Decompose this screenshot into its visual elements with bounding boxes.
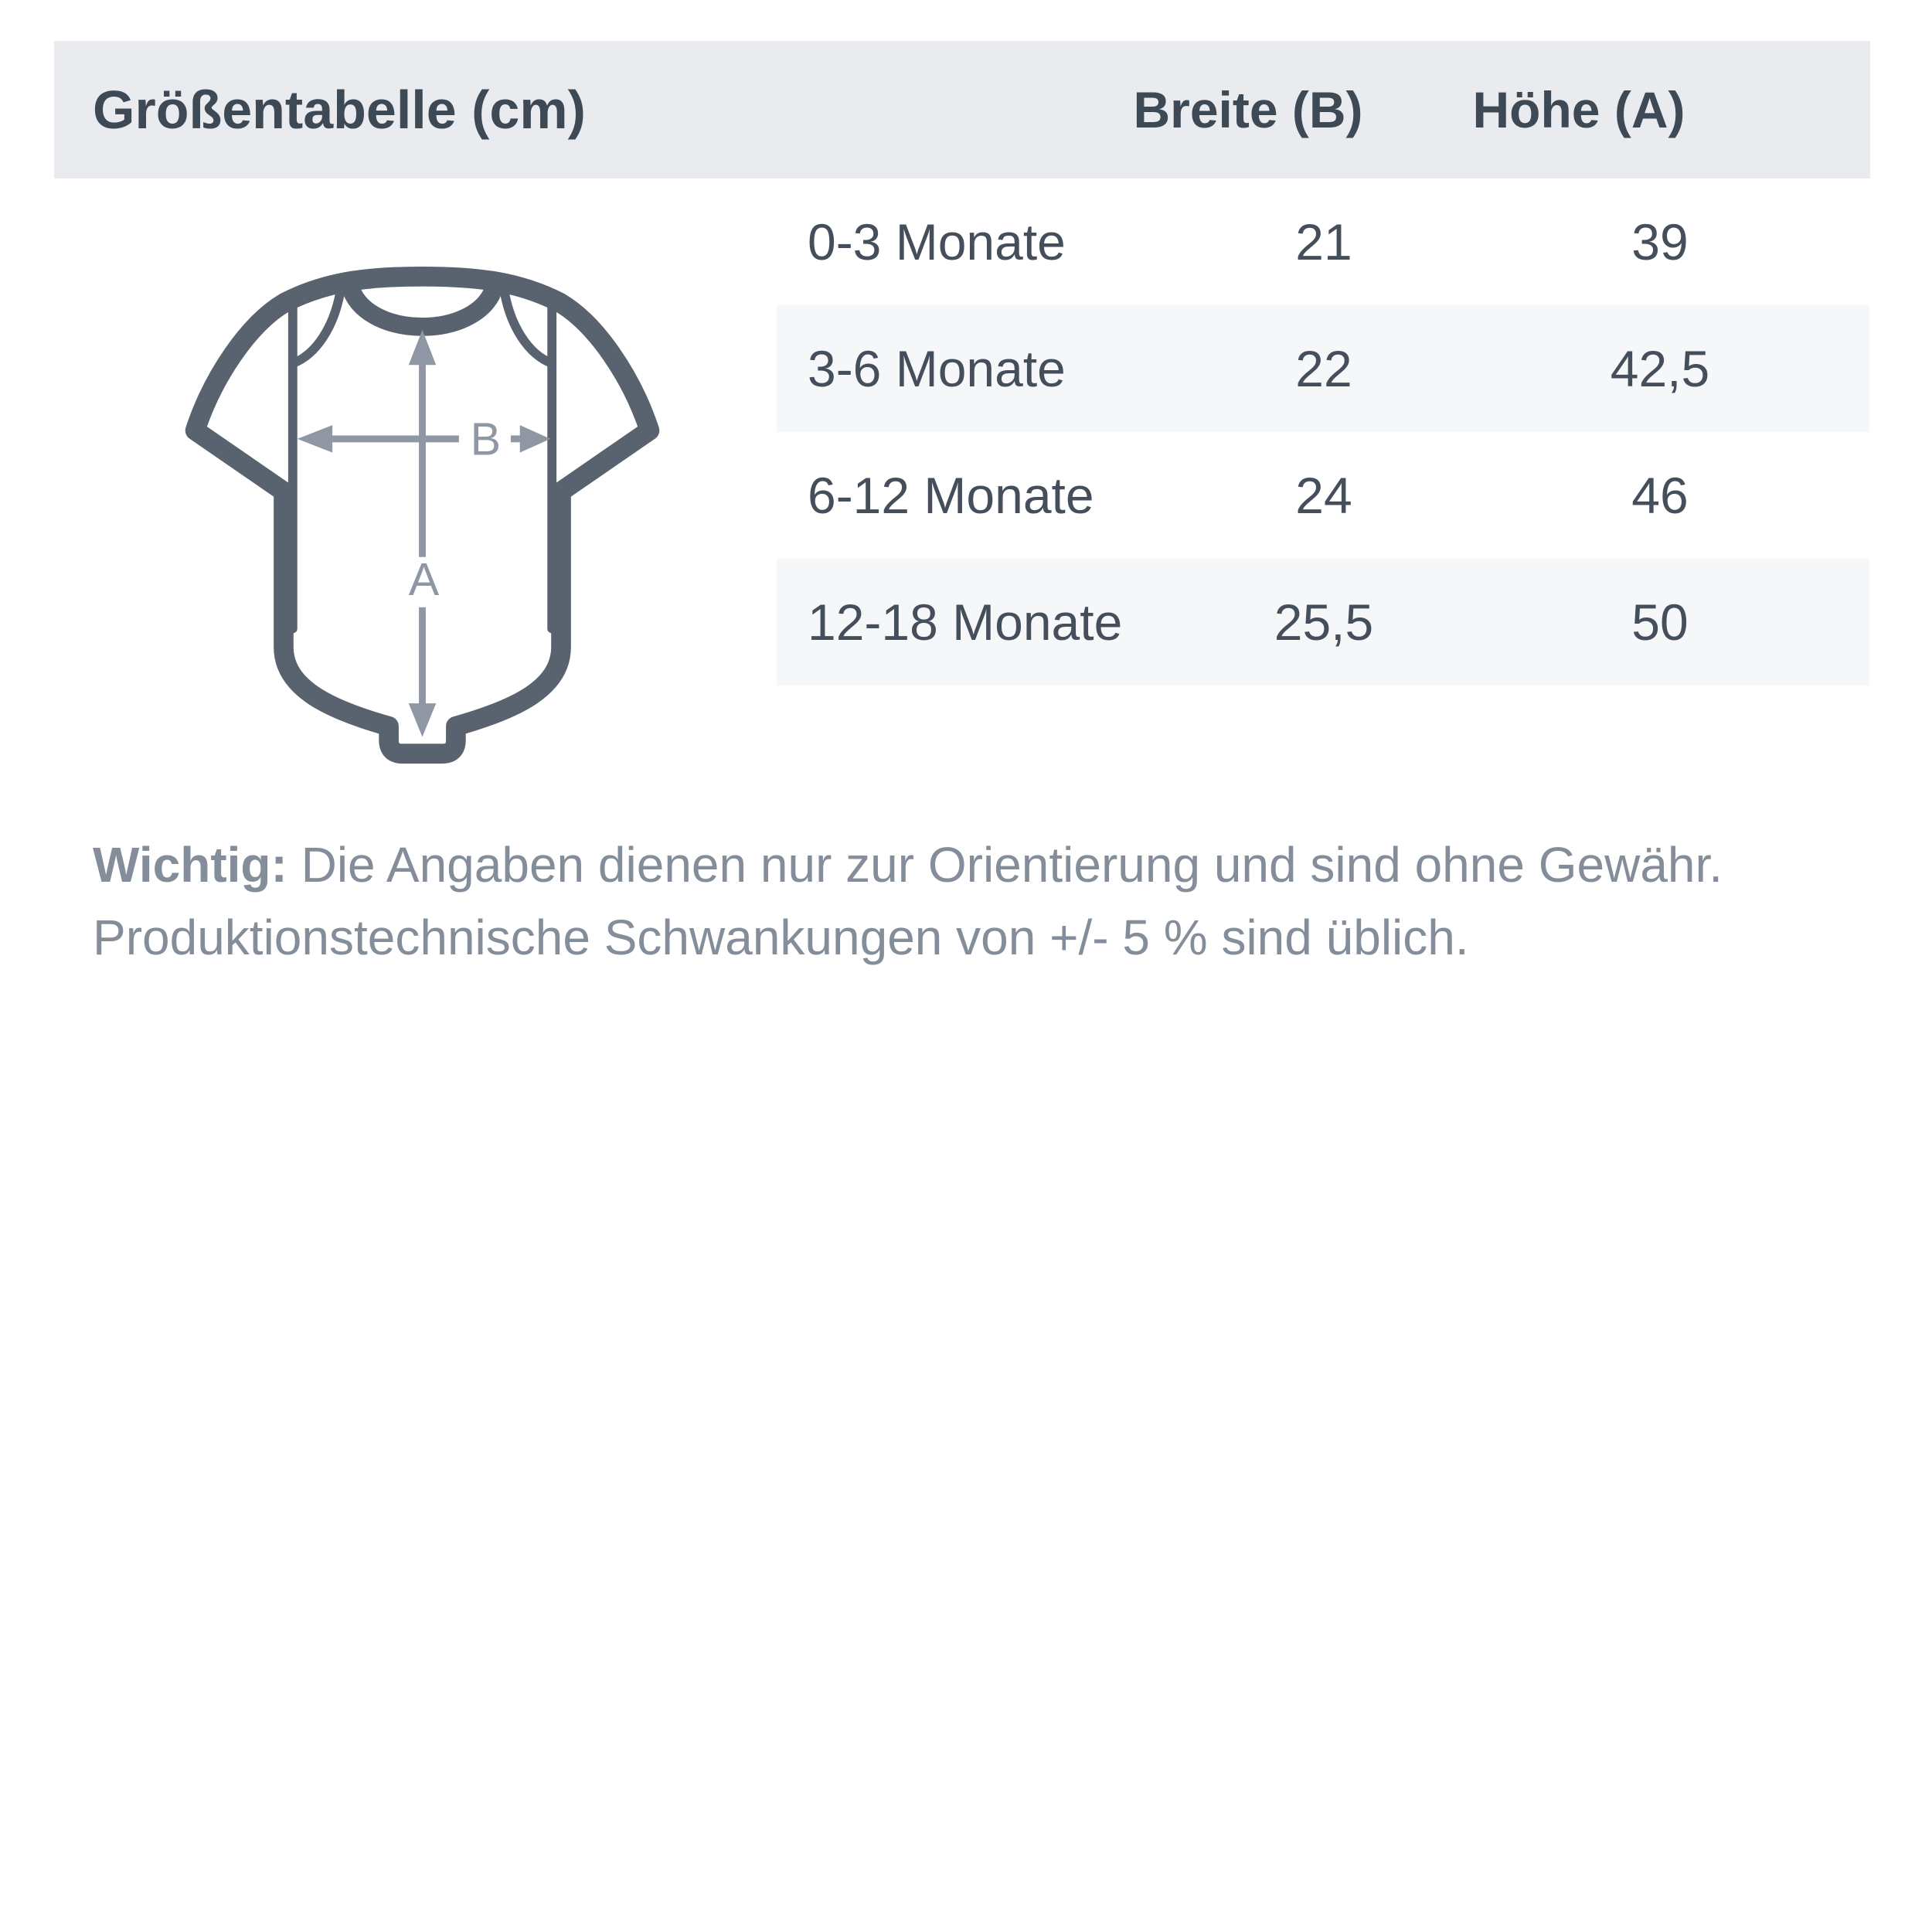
row-label: 3-6 Monate	[808, 340, 1066, 397]
width-arrow-label: B	[470, 413, 502, 465]
note-text-1: Die Angaben dienen nur zur Orientierung und sind ohne Gewähr.	[301, 837, 1723, 893]
breite-value: 25,5	[1274, 594, 1374, 651]
column-header-breite: Breite (B)	[1133, 81, 1363, 138]
height-arrow-label: A	[408, 553, 440, 606]
table-row	[777, 559, 1869, 685]
hoehe-value: 50	[1631, 594, 1689, 651]
row-label: 0-3 Monate	[808, 213, 1066, 270]
table-title: Größentabelle (cm)	[93, 80, 586, 140]
row-label: 6-12 Monate	[808, 467, 1094, 524]
breite-value: 21	[1295, 213, 1352, 270]
table-header-bar	[54, 41, 1870, 179]
size-table-body	[777, 179, 1869, 685]
note-text-2: Produktionstechnische Schwankungen von +/- 5 % sind üblich.	[93, 910, 1469, 965]
bodysuit-icon	[171, 264, 674, 767]
hoehe-value: 46	[1631, 467, 1689, 524]
hoehe-value: 39	[1631, 213, 1689, 270]
column-header-hoehe: Höhe (A)	[1472, 81, 1685, 138]
hoehe-value: 42,5	[1610, 340, 1710, 397]
breite-value: 24	[1295, 467, 1352, 524]
note-line-1	[93, 828, 1893, 901]
important-note	[93, 828, 1893, 974]
baby-bodysuit-diagram	[171, 264, 674, 767]
breite-value: 22	[1295, 340, 1352, 397]
note-label: Wichtig:	[93, 837, 287, 893]
table-row	[777, 179, 1869, 305]
row-label: 12-18 Monate	[808, 594, 1123, 651]
note-line-2	[93, 901, 1893, 974]
table-row	[777, 305, 1869, 432]
table-row	[777, 432, 1869, 559]
